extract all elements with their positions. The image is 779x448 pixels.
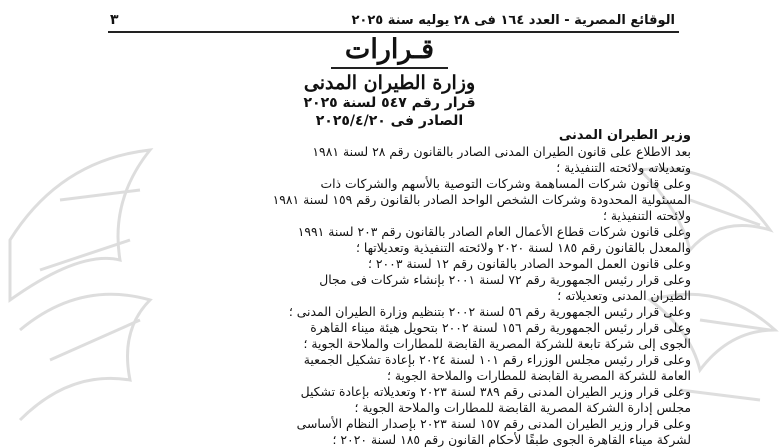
ministry-name: وزارة الطيران المدنى — [303, 72, 476, 94]
body-line: وتعديلاته ولائحته التنفيذية ؛ — [556, 160, 691, 175]
section-title-wrapper — [0, 34, 779, 69]
body-line: وعلى قرار وزير الطيران المدنى رقم ١٥٧ لسنة ٢٠٢٣ بإصدار النظام الأساسى — [296, 416, 691, 431]
page-number: ٣ — [110, 12, 119, 28]
body-line: المسئولية المحدودة وشركات الشخص الواحد الصادر بالقانون رقم ١٥٩ لسنة ١٩٨١ — [272, 192, 691, 207]
body-line: وعلى قرار رئيس الجمهورية رقم ٥٦ لسنة ٢٠٠٢ بتنظيم وزارة الطيران المدنى ؛ — [288, 304, 691, 319]
decree-heading — [0, 72, 779, 130]
body-line: مجلس إدارة الشركة المصرية القابضة للمطارات والملاحة الجوية ؛ — [354, 400, 691, 415]
body-line: الطيران المدنى وتعديلاته ؛ — [557, 288, 691, 303]
body-line: لشركة ميناء القاهرة الجوى طبقًا لأحكام القانون رقم ١٨٥ لسنة ٢٠٢٠ ؛ — [332, 432, 691, 447]
decree-number: قرار رقم ٥٤٧ لسنة ٢٠٢٥ — [303, 95, 476, 111]
body-line: وعلى قرار رئيس الجمهورية رقم ٧٢ لسنة ٢٠٠١ بإنشاء شركات فى مجال — [319, 272, 691, 287]
header-divider — [108, 31, 679, 33]
body-line: ولائحته التنفيذية ؛ — [603, 208, 691, 223]
body-line: العامة للشركة المصرية القابضة للمطارات والملاحة الجوية ؛ — [386, 368, 691, 383]
running-header — [110, 10, 675, 30]
body-line: الجوى إلى شركة تابعة للشركة المصرية القابضة للمطارات والملاحة الجوية ؛ — [303, 336, 691, 351]
gazette-issue-line: الوقائع المصرية - العدد ١٦٤ فى ٢٨ يوليه سنة ٢٠٢٥ — [351, 12, 675, 28]
body-line: وعلى قرار وزير الطيران المدنى رقم ٣٨٩ لسنة ٢٠٢٣ وتعديلاته بإعادة تشكيل — [300, 384, 691, 399]
body-line: وعلى قانون شركات قطاع الأعمال العام الصادر بالقانون رقم ٢٠٣ لسنة ١٩٩١ — [297, 224, 691, 239]
body-line: وعلى قانون العمل الموحد الصادر بالقانون رقم ١٢ لسنة ٢٠٠٣ ؛ — [367, 256, 691, 271]
issue-date: الصادر فى ٢٠٢٥/٤/٢٠ — [315, 113, 464, 129]
body-line: وعلى قرار رئيس مجلس الوزراء رقم ١٠١ لسنة ٢٠٢٤ بإعادة تشكيل الجمعية — [303, 352, 691, 367]
decree-body — [91, 128, 691, 448]
body-line: بعد الاطلاع على قانون الطيران المدنى الصادر بالقانون رقم ٢٨ لسنة ١٩٨١ — [312, 144, 691, 159]
body-line: وعلى قرار رئيس الجمهورية رقم ١٥٦ لسنة ٢٠٠٢ بتحويل هيئة ميناء القاهرة — [310, 320, 691, 335]
body-line: وعلى قانون شركات المساهمة وشركات التوصية بالأسهم والشركات ذات — [320, 176, 691, 191]
minister-title: وزير الطيران المدنى — [558, 128, 691, 143]
body-line: والمعدل بالقانون رقم ١٨٥ لسنة ٢٠٢٠ ولائحته التنفيذية وتعديلاتها ؛ — [355, 240, 691, 255]
section-title: قـرارات — [331, 34, 448, 69]
